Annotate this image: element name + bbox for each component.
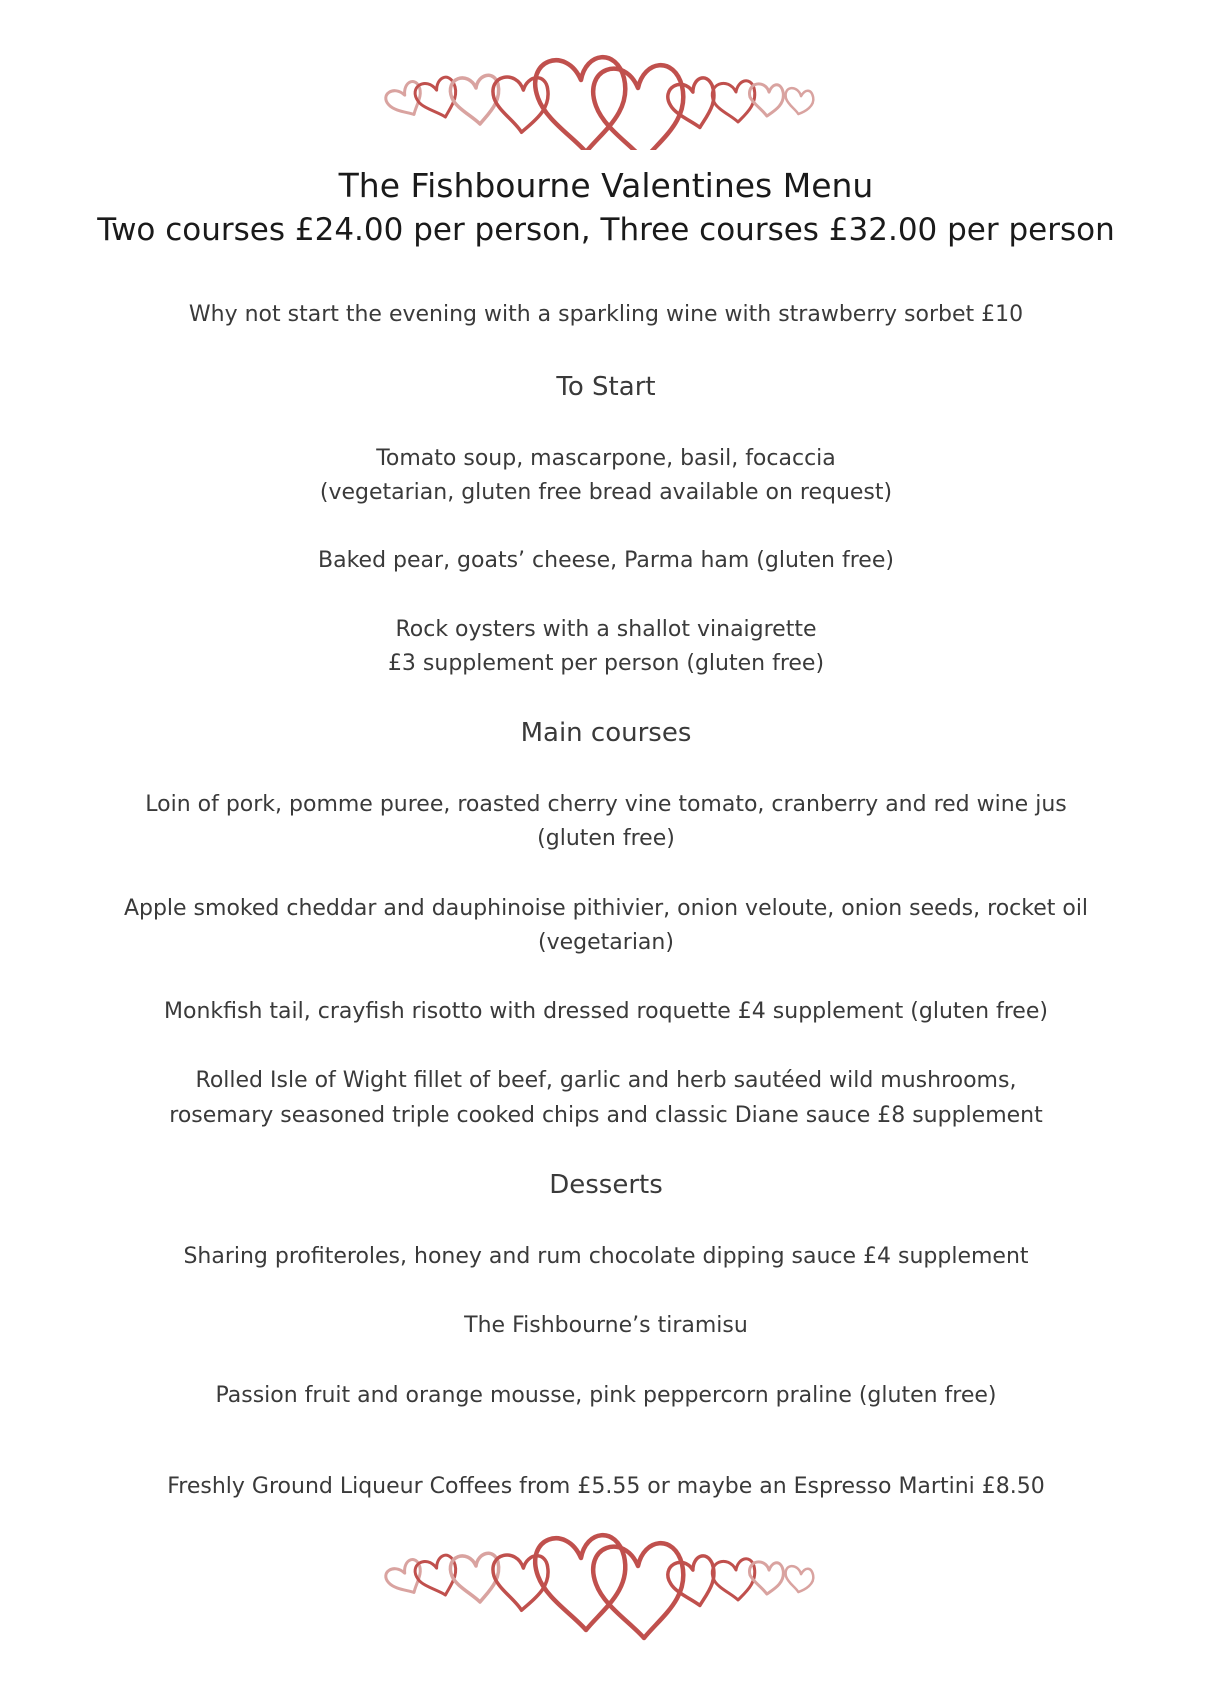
dessert-item-2-line1: The Fishbourne’s tiramisu (464, 1313, 748, 1338)
starter-item-1-line2: (vegetarian, gluten free bread available on request) (319, 480, 893, 505)
footer-coffee-text: Freshly Ground Liqueur Coffees from £5.55 or maybe an Espresso Martini £8.50 (167, 1474, 1045, 1499)
starter-item-2-line1: Baked pear, goats’ cheese, Parma ham (gluten free) (318, 548, 894, 573)
main-item-2-line2: (vegetarian) (538, 930, 674, 955)
hearts-garland-top (0, 40, 1212, 180)
starters-heading: To Start (556, 372, 656, 402)
main-item-1-line1: Loin of pork, pomme puree, roasted cherry vine tomato, cranberry and red wine jus (145, 792, 1067, 817)
starter-item-3-line2: £3 supplement per person (gluten free) (387, 651, 825, 676)
hearts-garland-bottom (0, 1518, 1212, 1658)
hearts-garland-icon (376, 40, 836, 150)
starter-item-3-line1: Rock oysters with a shallot vinaigrette (395, 617, 817, 642)
hearts-garland-icon (376, 1518, 836, 1648)
main-item-4-line1: Rolled Isle of Wight fillet of beef, garlic and herb sautéed wild mushrooms, (195, 1068, 1017, 1093)
menu-title: The Fishbourne Valentines Menu (338, 166, 874, 205)
desserts-heading: Desserts (549, 1170, 663, 1200)
main-item-2-line1: Apple smoked cheddar and dauphinoise pithivier, onion veloute, onion seeds, rocket oil (123, 896, 1089, 921)
main-item-1-line2: (gluten free) (537, 826, 675, 851)
dessert-item-1-line1: Sharing profiteroles, honey and rum chocolate dipping sauce £4 supplement (183, 1244, 1029, 1269)
mains-heading: Main courses (520, 718, 692, 748)
intro-text: Why not start the evening with a sparkling wine with strawberry sorbet £10 (188, 302, 1024, 327)
dessert-item-3-line1: Passion fruit and orange mousse, pink peppercorn praline (gluten free) (215, 1383, 997, 1408)
main-item-3-line1: Monkfish tail, crayfish risotto with dressed roquette £4 supplement (gluten free) (164, 999, 1048, 1024)
main-item-4-line2: rosemary seasoned triple cooked chips and classic Diane sauce £8 supplement (169, 1103, 1043, 1128)
starter-item-1-line1: Tomato soup, mascarpone, basil, focaccia (376, 446, 836, 471)
menu-pricing: Two courses £24.00 per person, Three courses £32.00 per person (97, 212, 1115, 248)
